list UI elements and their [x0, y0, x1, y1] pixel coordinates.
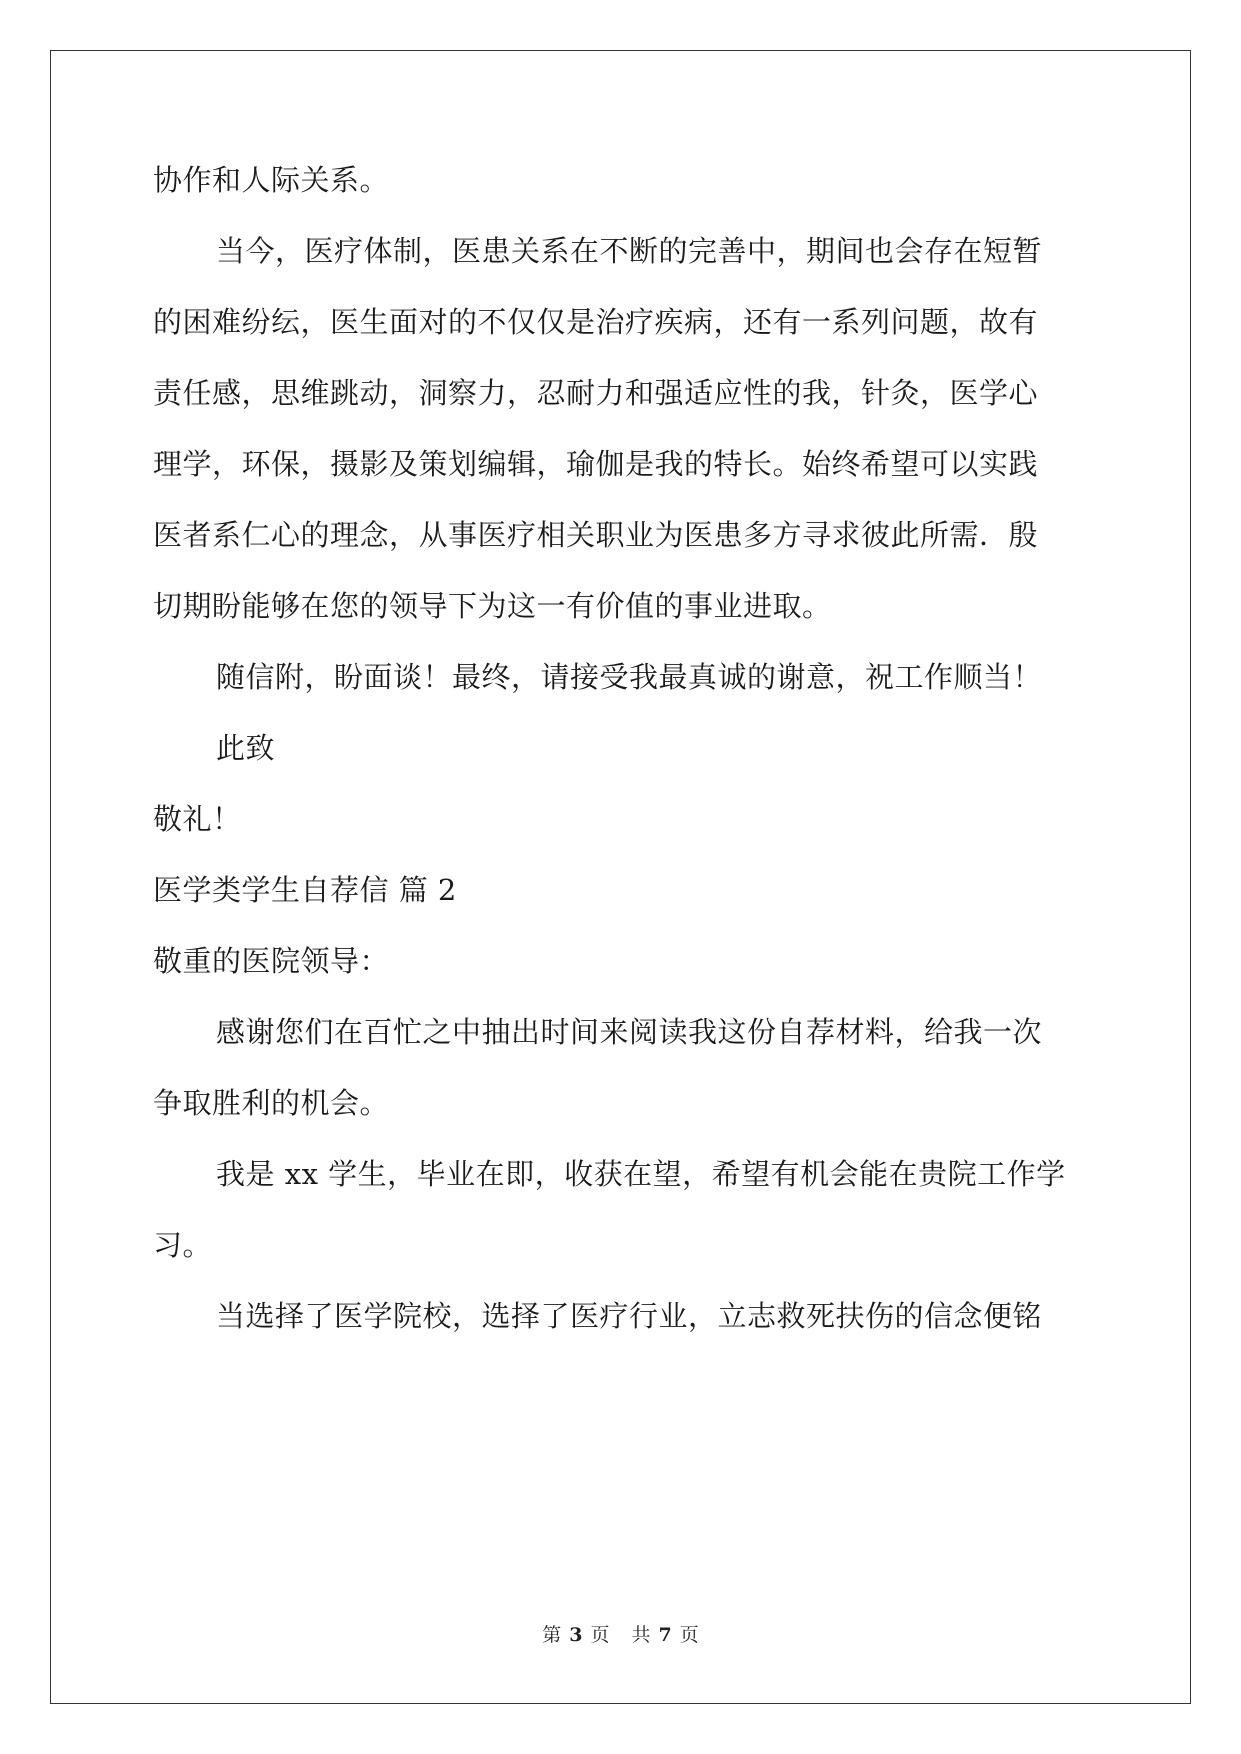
text-line: 我是 xx 学生，毕业在即，收获在望，希望有机会能在贵院工作学: [216, 1157, 1066, 1191]
closing-line: 此致: [216, 731, 276, 765]
text-line: 协作和人际关系。: [153, 163, 390, 197]
text-line: 习。: [153, 1228, 213, 1262]
text-line: 切期盼能够在您的领导下为这一有价值的事业进取。: [153, 589, 832, 623]
text-line: 医者系仁心的理念，从事医疗相关职业为医患多方寻求彼此所需．殷: [153, 518, 1039, 552]
text-line: 随信附，盼面谈！最终，请接受我最真诚的谢意，祝工作顺当！: [216, 660, 1043, 694]
text-line: 责任感，思维跳动，洞察力，忍耐力和强适应性的我，针灸，医学心: [153, 376, 1039, 410]
section-heading: 医学类学生自荐信 篇 2: [153, 873, 457, 907]
text-line: 感谢您们在百忙之中抽出时间来阅读我这份自荐材料，给我一次: [216, 1015, 1043, 1049]
text-line: 当选择了医学院校，选择了医疗行业，立志救死扶伤的信念便铭: [216, 1299, 1043, 1333]
page-number: 第 3 页: [542, 1624, 610, 1646]
text-line: 的困难纷纭，医生面对的不仅仅是治疗疾病，还有一系列问题，故有: [153, 305, 1039, 339]
text-line: 理学，环保，摄影及策划编辑，瑜伽是我的特长。始终希望可以实践: [153, 447, 1039, 481]
text-line: 争取胜利的机会。: [153, 1086, 390, 1120]
text-line: 当今，医疗体制，医患关系在不断的完善中，期间也会存在短暂: [216, 234, 1043, 268]
page-total: 共 7 页: [631, 1624, 699, 1646]
salutation-line: 敬礼！: [153, 802, 242, 836]
greeting-line: 敬重的医院领导：: [153, 944, 390, 978]
page-footer: [0, 1620, 1241, 1647]
